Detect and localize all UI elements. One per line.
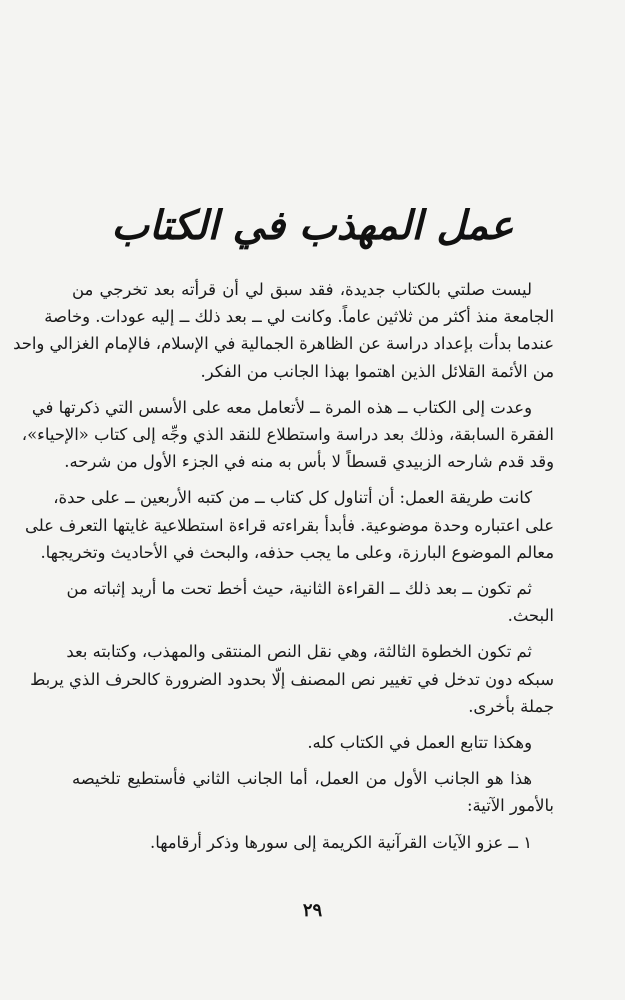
text-line: سبكه دون تدخل في تغيير نص المصنف إلّا بحدود الضرورة كالحرف الذي يربط <box>30 669 554 689</box>
text-line: وقد قدم شارحه الزبيدي قسطاً لا بأس به منه في الجزء الأول من شرحه. <box>64 452 554 472</box>
text-line: وعدت إلى الكتاب ــ هذه المرة ــ لأتعامل معه على الأسس التي ذكرتها في <box>31 397 532 417</box>
paragraph <box>25 484 554 566</box>
text-line: ١ ــ عزو الآيات القرآنية الكريمة إلى سورها وذكر أرقامها. <box>150 832 532 852</box>
text-line: بالأمور الآتية: <box>467 796 554 816</box>
text-line: وهكذا تتابع العمل في الكتاب كله. <box>307 733 532 753</box>
text-line: على اعتباره وحدة موضوعية. فأبدأ بقراءته قراءة استطلاعية غايتها التعرف على <box>25 515 554 535</box>
chapter-title: عمل المهذب في الكتاب <box>111 202 514 249</box>
paragraph <box>72 765 554 819</box>
text-line: الجامعة منذ أكثر من ثلاثين عاماً. وكانت لي ــ بعد ذلك ــ إليه عودات. وخاصة <box>44 307 554 327</box>
text-line: ليست صلتي بالكتاب جديدة، فقد سبق لي أن قرأته بعد تخرجي من <box>72 280 532 299</box>
paragraph <box>21 394 554 476</box>
text-line: من الأئمة القلائل الذين اهتموا بهذا الجانب من الفكر. <box>200 361 554 381</box>
paragraph <box>72 829 554 856</box>
paragraph <box>72 729 554 756</box>
text-line: جملة بأخرى. <box>468 696 554 716</box>
paragraph <box>66 575 554 629</box>
text-line: هذا هو الجانب الأول من العمل، أما الجانب الثاني فأستطيع تلخيصه <box>72 769 532 789</box>
page-number: ٢٩ <box>302 900 323 921</box>
text-line: معالم الموضوع البارزة، وعلى ما يجب حذفه، والبحث في الأحاديث وتخريجها. <box>40 542 554 562</box>
body-text <box>13 276 554 865</box>
paragraph <box>13 276 554 385</box>
text-line: ثم تكون الخطوة الثالثة، وهي نقل النص المنتقى والمهذب، وكتابته بعد <box>66 642 532 662</box>
text-line: كانت طريقة العمل: أن أتناول كل كتاب ــ من كتبه الأربعين ــ على حدة، <box>53 488 532 508</box>
text-line: البحث. <box>507 606 554 626</box>
text-line: الفقرة السابقة، وذلك بعد دراسة واستطلاع للنقد الذي وجِّه إلى كتاب «الإحياء»، <box>21 425 554 445</box>
text-line: ثم تكون ــ بعد ذلك ــ القراءة الثانية، حيث أخط تحت ما أريد إثباته من <box>66 579 532 599</box>
paragraph <box>30 638 554 720</box>
text-line: عندما بدأت بإعداد دراسة عن الظاهرة الجمالية في الإسلام، فالإمام الغزالي واحد <box>13 334 554 354</box>
